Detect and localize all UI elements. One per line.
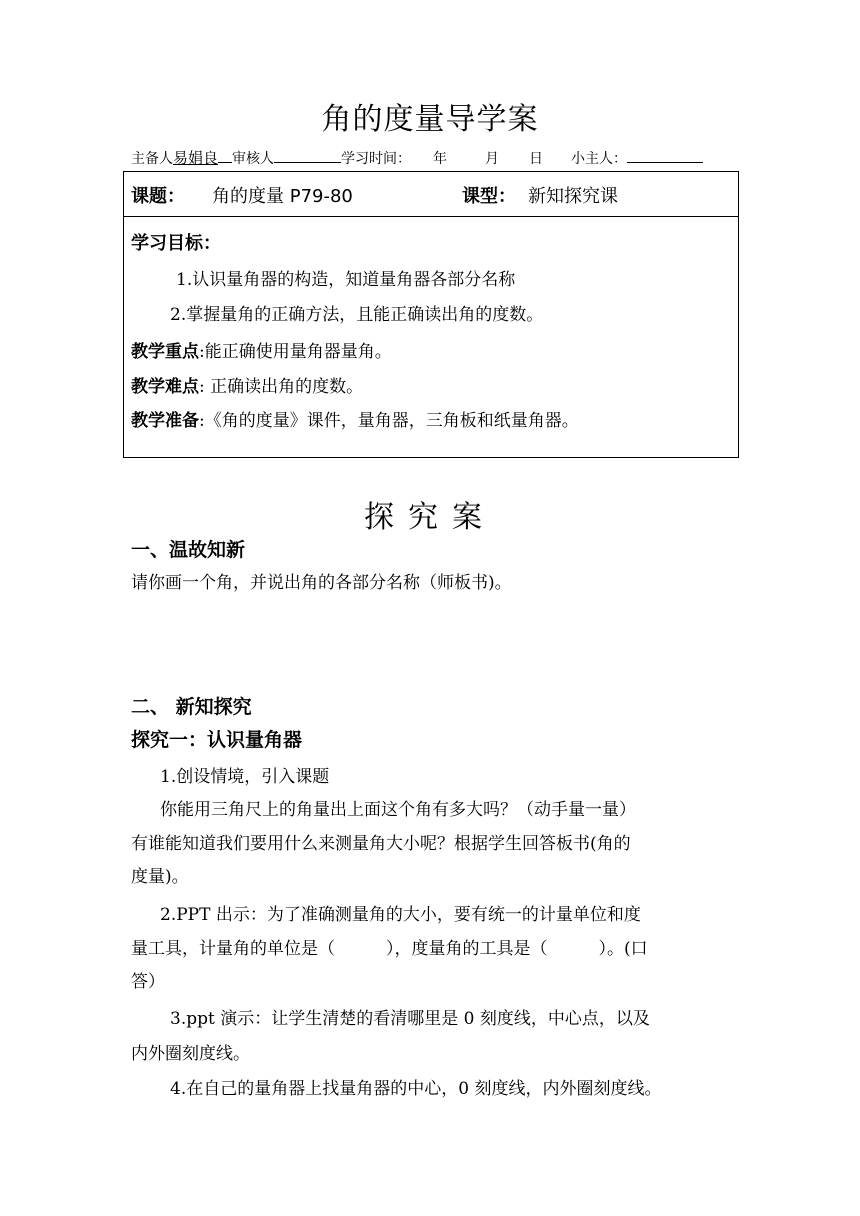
prep-label: 教学准备: [131, 411, 199, 431]
difficulty-label: 教学难点: [131, 377, 199, 397]
section2-p3-line1: 2.PPT 出示：为了准确测量角的大小，要有统一的计量单位和度: [160, 905, 641, 925]
preparer-name: 易娟良: [173, 149, 219, 167]
prep-value: :《角的度量》课件，量角器，三角板和纸量角器。: [199, 411, 579, 431]
host-blank: [627, 148, 703, 163]
section2-p2-line3: 度量)。: [131, 867, 189, 887]
goal-item-2: 2.掌握量角的正确方法，且能正确读出角的度数。: [170, 305, 544, 325]
section2-p4-line2: 内外圈刻度线。: [131, 1044, 250, 1064]
section2-p5: 4.在自己的量角器上找量角器的中心，0 刻度线，内外圈刻度线。: [170, 1079, 662, 1099]
reviewer-blank: [274, 148, 341, 163]
meta-line: [131, 147, 703, 168]
section2-p1: 1.创设情境，引入课题: [160, 767, 330, 787]
difficulty-value: : 正确读出角的度数。: [199, 377, 364, 397]
reviewer-label: 审核人: [232, 151, 275, 167]
section2-p2-line2: 有谁能知道我们要用什么来测量角大小呢？根据学生回答板书(角的: [131, 834, 631, 854]
topic-value: 角的度量 P79-80: [212, 186, 353, 207]
prep-line: [131, 406, 579, 431]
host-label: 小主人：: [571, 151, 628, 167]
key-point-line: [131, 337, 392, 362]
study-time-label: 学习时间：: [341, 151, 412, 167]
section1-heading: 一、温故知新: [131, 539, 246, 561]
section2-p2-line1: 你能用三角尺上的角量出上面这个角有多大吗？（动手量一量）: [160, 800, 636, 820]
key-point-label: 教学重点: [131, 342, 199, 362]
explore-title: 探究案: [364, 500, 496, 535]
section2-p4-line1: 3.ppt 演示：让学生清楚的看清哪里是 0 刻度线，中心点，以及: [170, 1009, 650, 1029]
goal-item-1: 1.认识量角器的构造，知道量角器各部分名称: [176, 270, 516, 290]
preparer-blank: [218, 148, 232, 163]
difficulty-line: [131, 372, 363, 397]
section1-text: 请你画一个角，并说出角的各部分名称（师板书)。: [131, 573, 512, 593]
preparer-label: 主备人: [131, 151, 173, 167]
day-label: 日: [529, 151, 544, 167]
section2-heading: 二、 新知探究: [131, 696, 252, 718]
document-title: 角的度量导学案: [321, 102, 539, 137]
topic-label: 课题：: [131, 186, 185, 207]
year-label: 年: [433, 151, 448, 167]
month-label: 月: [485, 151, 500, 167]
type-label: 课型：: [462, 186, 516, 207]
section2-p3-line3: 答）: [131, 972, 165, 992]
section2-subheading: 探究一：认识量角器: [131, 729, 303, 751]
section2-p3-line2: 量工具，计量角的单位是（ ），度量角的工具是（ ）。(口: [131, 939, 648, 959]
type-value: 新知探究课: [528, 186, 618, 207]
goals-label: 学习目标：: [131, 233, 221, 254]
key-point-value: :能正确使用量角器量角。: [199, 342, 392, 362]
